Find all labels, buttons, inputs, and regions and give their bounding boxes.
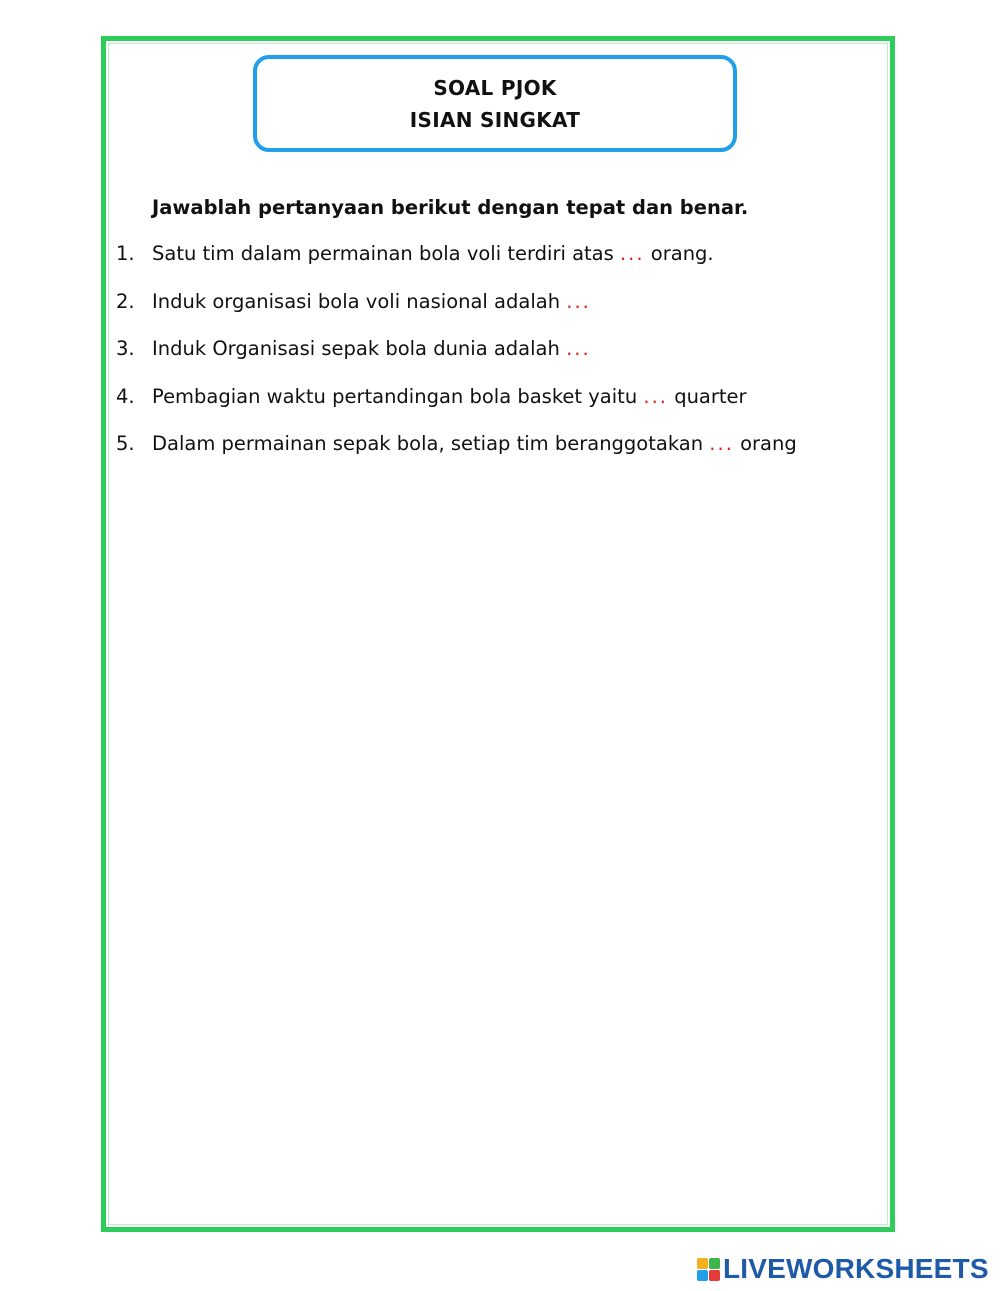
question-text: Dalam permainan sepak bola, setiap tim beranggotakan — [152, 432, 710, 455]
liveworksheets-brand[interactable] — [697, 1254, 989, 1284]
answer-blank[interactable]: ... — [709, 432, 734, 455]
logo-square-l — [697, 1258, 708, 1269]
question-item — [116, 430, 797, 478]
title-box — [253, 55, 737, 152]
question-text-after: orang — [733, 432, 797, 455]
question-item — [116, 383, 797, 431]
question-text: Pembagian waktu pertandingan bola basket yaitu — [152, 384, 644, 408]
logo-square-e — [709, 1270, 720, 1281]
instruction-text: Jawablah pertanyaan berikut dengan tepat dan benar. — [152, 196, 749, 219]
question-number: 5. — [116, 432, 135, 455]
liveworksheets-logo-icon — [697, 1258, 720, 1281]
title-line-2: ISIAN SINGKAT — [409, 107, 581, 132]
question-text-after: orang. — [644, 242, 714, 265]
question-text-after: quarter — [668, 384, 747, 408]
question-number: 4. — [116, 384, 135, 408]
question-list — [116, 240, 797, 478]
answer-blank[interactable]: ... — [566, 289, 591, 313]
question-number: 1. — [116, 242, 135, 265]
question-text: Satu tim dalam permainan bola voli terdiri atas — [152, 242, 620, 265]
question-item — [116, 335, 797, 383]
logo-square-i — [709, 1258, 720, 1269]
question-number: 2. — [116, 289, 135, 313]
question-number: 3. — [116, 337, 135, 360]
brand-name: LIVEWORKSHEETS — [723, 1253, 989, 1284]
question-text: Induk Organisasi sepak bola dunia adalah — [152, 337, 567, 360]
answer-blank[interactable]: ... — [566, 337, 591, 360]
title-line-1: SOAL PJOK — [433, 75, 557, 100]
question-item — [116, 288, 797, 336]
logo-square-v — [697, 1270, 708, 1281]
answer-blank[interactable]: ... — [643, 384, 668, 408]
answer-blank[interactable]: ... — [619, 242, 645, 265]
question-text: Induk organisasi bola voli nasional adalah — [152, 289, 567, 313]
question-item — [116, 240, 797, 288]
